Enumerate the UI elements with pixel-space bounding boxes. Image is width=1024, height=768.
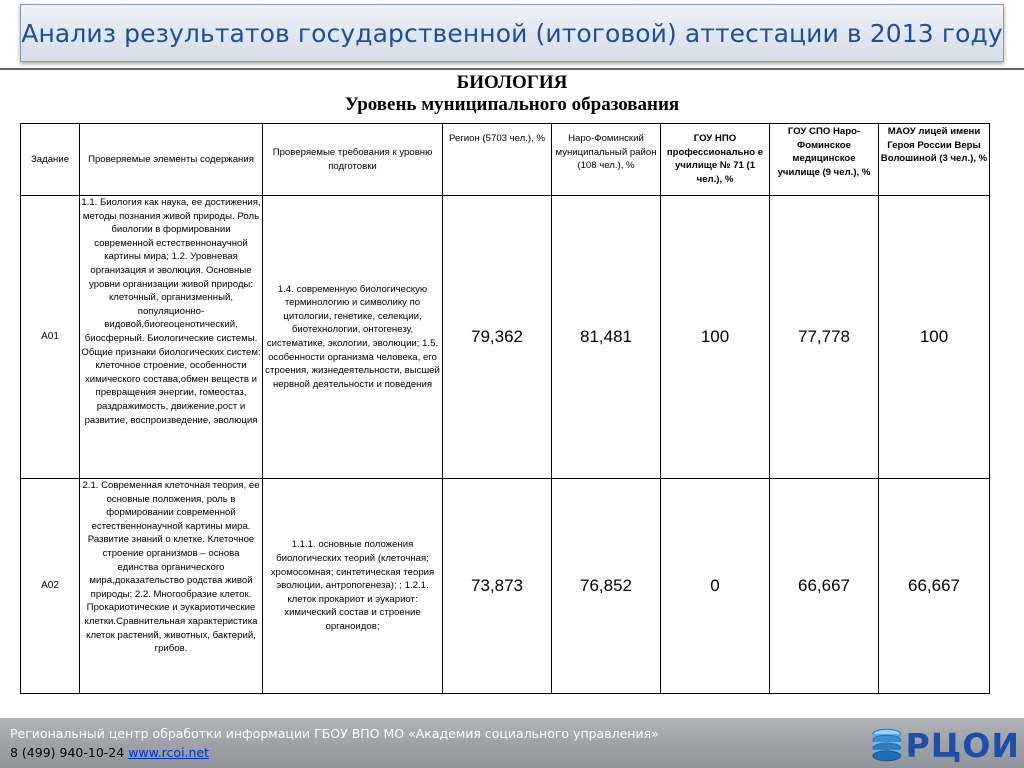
value-cell-district: 76,852 (552, 479, 661, 694)
slide-title: Анализ результатов государственной (итоговой) аттестации в 2013 году (21, 18, 1003, 48)
header-cell-requirements: Проверяемые требования к уровню подготовки (263, 124, 443, 196)
value-cell-school-71: 0 (661, 479, 770, 694)
footer-site-link[interactable]: www.rcoi.net (128, 745, 210, 760)
value-cell-medical-college: 66,667 (770, 479, 879, 694)
results-table (20, 123, 990, 694)
footer-org: Региональный центр обработки информации ГБОУ ВПО МО «Академия социального управления» (10, 726, 659, 741)
footer-contacts (10, 745, 209, 760)
header-cell-medical-college: ГОУ СПО Наро-Фоминское медицинское училище (9 чел.), % (770, 124, 879, 196)
requirements-cell: 1.1.1. основные положения биологических теорий (клеточная; хромосомная; синтетическая теория эволюции, антропогенеза); ; 1.2.1. клеток прокариот и эукариот: химический состав и строение органоидов; (263, 479, 443, 694)
content-cell: 1.1. Биология как наука, ее достижения, методы познания живой природы. Роль биологии в формировании современной естественнонаучной картины мира; 1.2. Уровневая организация и эволюция. Основные уровни организации живой природы: клеточный, организменный, популяционно-видовой,биогеоценотический, биосферный. Биологические системы. Общие признаки биологических систем: клеточное строение, особенности химического состава,обмен веществ и превращения энергии, гомеостаз, раздражимость, движение,рост и развитие, воспроизведение, эволюция (80, 196, 263, 479)
header-row (21, 124, 990, 196)
header-cell-content: Проверяемые элементы содержания (80, 124, 263, 196)
value-cell-region: 79,362 (443, 196, 552, 479)
value-cell-district: 81,481 (552, 196, 661, 479)
footer-phone: 8 (499) 940-10-24 (10, 745, 129, 760)
value-cell-lyceum: 100 (879, 196, 990, 479)
table-row (21, 479, 990, 694)
header-cell-lyceum: МАОУ лицей имени Героя России Веры Волошиной (3 чел.), % (879, 124, 990, 196)
stacked-disks-icon (870, 725, 904, 765)
header-cell-district: Наро-Фоминский муниципальный район (108 чел.), % (552, 124, 661, 196)
value-cell-region: 73,873 (443, 479, 552, 694)
subject-heading: БИОЛОГИЯ (456, 72, 568, 93)
title-bar (20, 4, 1004, 62)
rcoi-logo (870, 724, 1020, 766)
logo-text: РЦОИ (905, 725, 1020, 765)
level-heading: Уровень муниципального образования (344, 94, 680, 115)
requirements-cell: 1.4. современную биологическую терминологию и символику по цитологии, генетике, селекции, биотехнологии, онтогенезу, систематике, экологии, эволюции; 1.5. особенности организма человека, его строения, жизнедеятельности, высшей нервной деятельности и поведения (263, 196, 443, 479)
table-row (21, 196, 990, 479)
task-cell: А01 (21, 196, 80, 479)
divider (0, 68, 1024, 70)
task-cell: А02 (21, 479, 80, 694)
value-cell-school-71: 100 (661, 196, 770, 479)
header-cell-region: Регион (5703 чел.), % (443, 124, 552, 196)
content-cell: 2.1. Современная клеточная теория, ее основные положения, роль в формировании современной естественнонаучной картины мира. Развитие знаний о клетке. Клеточное строение организмов – основа единства органического мира,доказательство родства живой природы; 2.2. Многообразие клеток. Прокариотические и эукариотические клетки.Сравнительная характеристика клеток растений, животных, бактерий, грибов. (80, 479, 263, 694)
value-cell-medical-college: 77,778 (770, 196, 879, 479)
header-cell-task: Задание (21, 124, 80, 196)
value-cell-lyceum: 66,667 (879, 479, 990, 694)
header-cell-school-71: ГОУ НПО профессионально е училище № 71 (1 чел.), % (661, 124, 770, 196)
